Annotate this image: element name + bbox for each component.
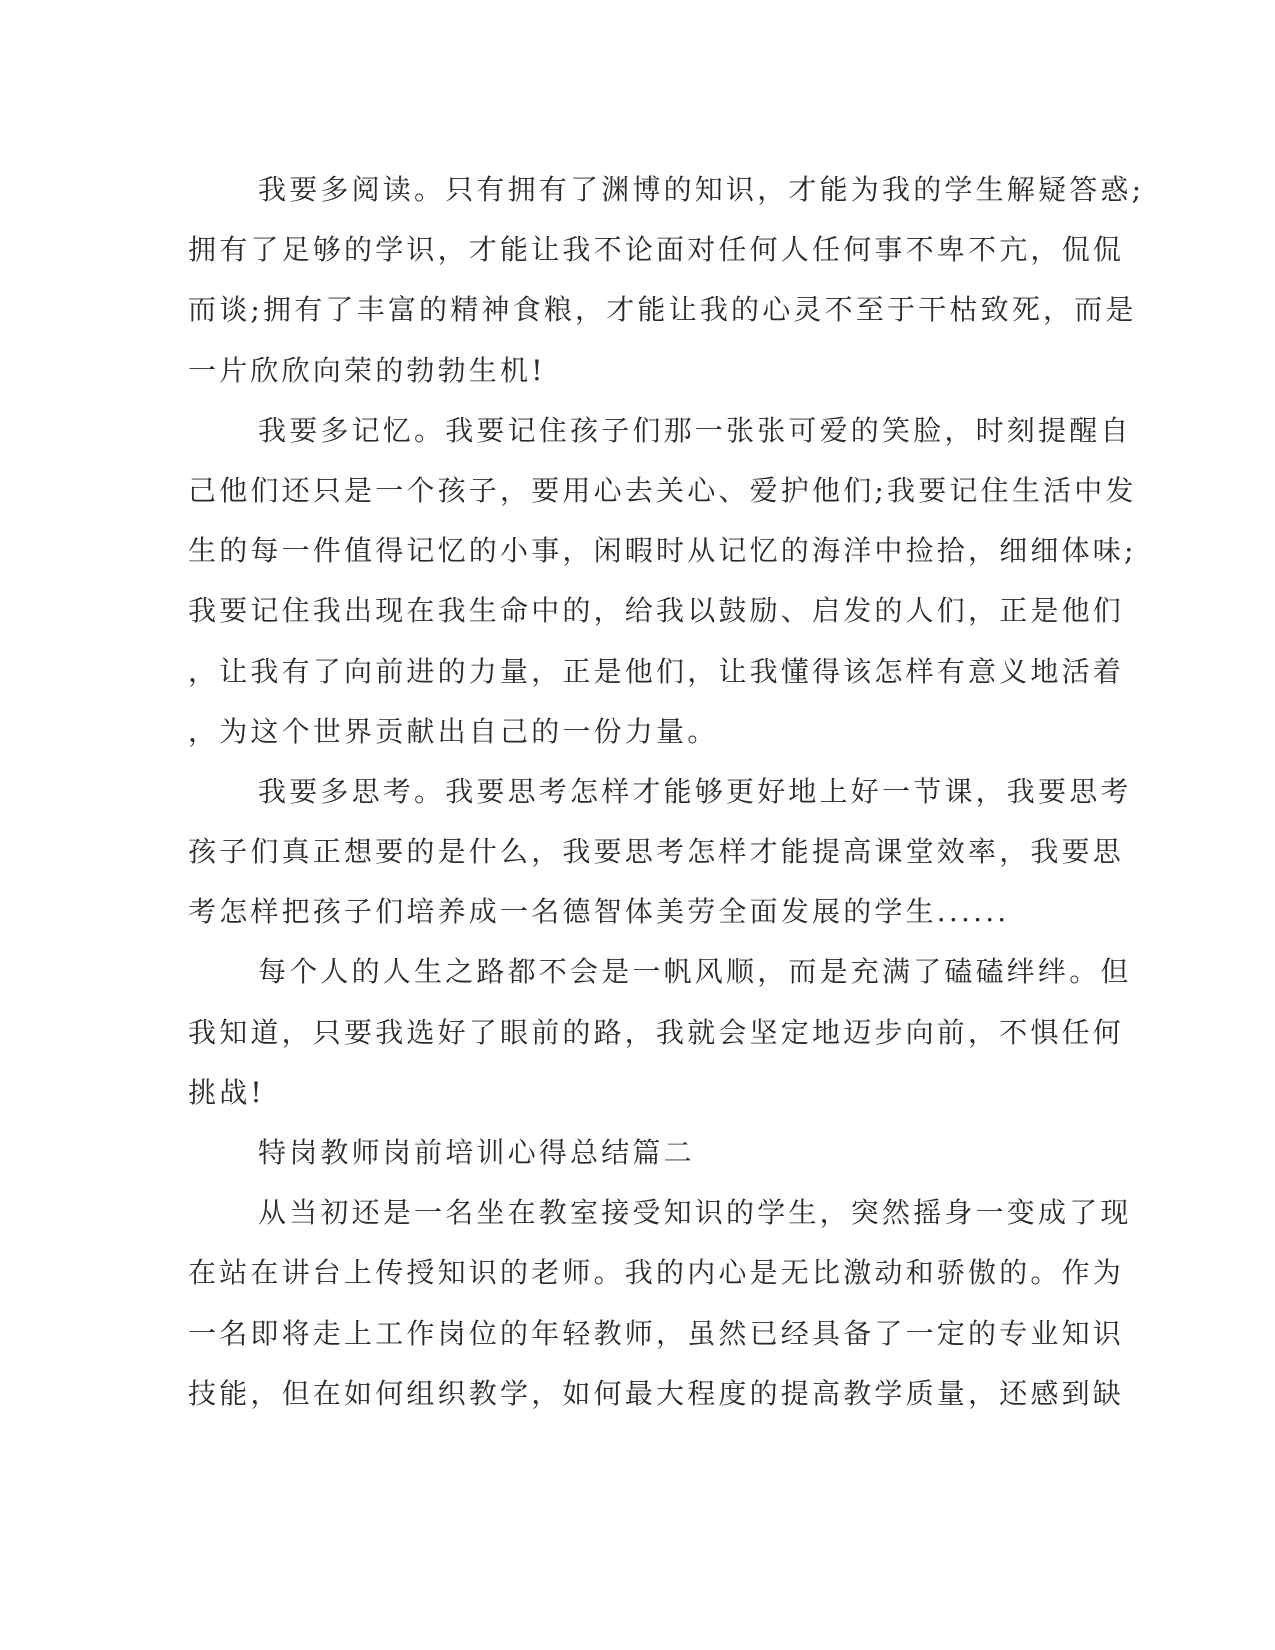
text-line: 我知道，只要我选好了眼前的路，我就会坚定地迈步向前，不惧任何	[188, 1015, 1125, 1049]
text-line: 考怎样把孩子们培养成一名德智体美劳全面发展的学生......	[188, 895, 1010, 929]
text-line: 拥有了足够的学识，才能让我不论面对任何人任何事不卑不亢，侃侃	[188, 233, 1125, 267]
text-line: 一片欣欣向荣的勃勃生机!	[188, 353, 546, 387]
text-line: 在站在讲台上传授知识的老师。我的内心是无比激动和骄傲的。作为	[188, 1256, 1125, 1290]
text-line: ，让我有了向前进的力量，正是他们，让我懂得该怎样有意义地活着	[188, 654, 1125, 688]
text-line: 我要记住我出现在我生命中的，给我以鼓励、启发的人们，正是他们	[188, 594, 1125, 628]
section-heading: 特岗教师岗前培训心得总结篇二	[258, 1136, 695, 1169]
text-line: 每个人的人生之路都不会是一帆风顺，而是充满了磕磕绊绊。但	[258, 955, 1132, 989]
text-line: ，为这个世界贡献出自己的一份力量。	[188, 714, 719, 748]
text-line: 一名即将走上工作岗位的年轻教师，虽然已经具备了一定的专业知识	[188, 1316, 1125, 1350]
text-line: 技能，但在如何组织教学，如何最大程度的提高教学质量，还感到缺	[188, 1376, 1125, 1410]
text-line: 己他们还只是一个孩子，要用心去关心、爱护他们;我要记住生活中发	[188, 473, 1137, 507]
text-line: 而谈;拥有了丰富的精神食粮，才能让我的心灵不至于干枯致死，而是	[188, 293, 1137, 327]
text-line: 生的每一件值得记忆的小事，闲暇时从记忆的海洋中捡拾，细细体味;	[188, 534, 1137, 568]
text-line: 我要多阅读。只有拥有了渊博的知识，才能为我的学生解疑答惑;	[258, 173, 1145, 206]
text-line: 孩子们真正想要的是什么，我要思考怎样才能提高课堂效率，我要思	[188, 835, 1125, 869]
document-body	[188, 160, 1145, 1424]
text-line: 从当初还是一名坐在教室接受知识的学生，突然摇身一变成了现	[258, 1196, 1132, 1230]
text-line: 挑战!	[188, 1075, 265, 1109]
text-line: 我要多思考。我要思考怎样才能够更好地上好一节课，我要思考	[258, 774, 1132, 808]
text-line: 我要多记忆。我要记住孩子们那一张张可爱的笑脸，时刻提醒自	[258, 413, 1132, 447]
